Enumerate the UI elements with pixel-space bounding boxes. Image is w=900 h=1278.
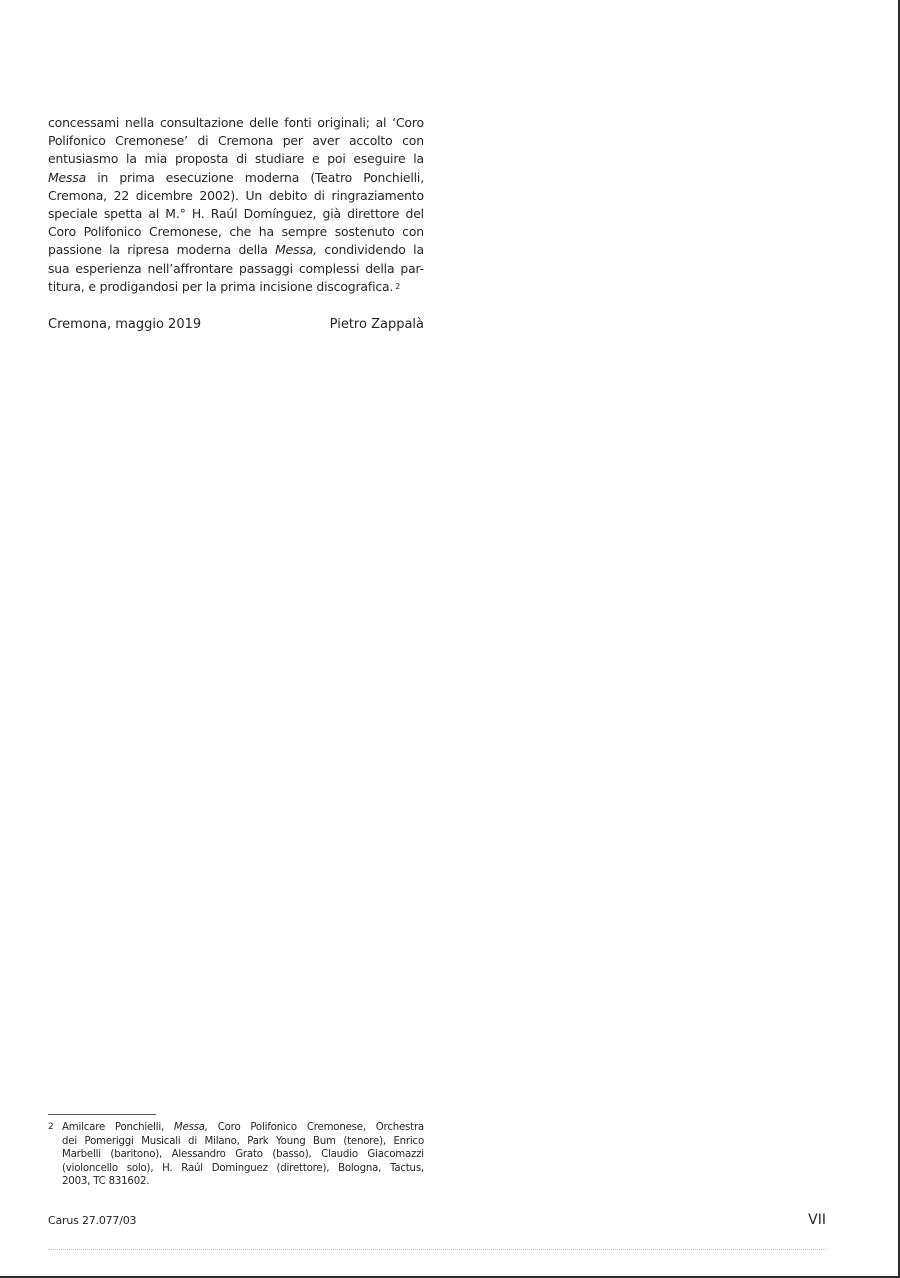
footnote-line: (violoncello solo), H. Raúl Dominguez (direttore), Bologna, Tactus, (62, 1162, 424, 1174)
body-line: Polifonico Cremonese’ di Cremona per aver accolto con (48, 133, 424, 149)
footer-dotted-rule (48, 1249, 826, 1250)
signature-line (48, 316, 424, 334)
footnote-separator (48, 1114, 156, 1115)
body-paragraph (48, 114, 424, 296)
page-number: VII (808, 1212, 826, 1228)
footnote-line: Marbelli (baritono), Alessandro Grato (basso), Claudio Giacomazzi (62, 1149, 424, 1161)
author-name: Pietro Zappalà (329, 317, 424, 332)
place-date: Cremona, maggio 2019 (48, 317, 202, 332)
catalog-number: Carus 27.077/03 (48, 1214, 137, 1227)
body-line: speciale spetta al M.° H. Raúl Domínguez, già direttore del (48, 206, 424, 222)
footnote-line: dei Pomeriggi Musicali di Milano, Park Young Bum (tenore), Enrico (62, 1135, 424, 1147)
body-line: entusiasmo la mia proposta di studiare e poi eseguire la (48, 151, 424, 167)
body-line: Messa in prima esecuzione moderna (Teatro Ponchielli, (48, 169, 424, 185)
body-line: Coro Polifonico Cremonese, che ha sempre sostenuto con (48, 224, 424, 240)
footnote-marker: 2 (48, 1122, 54, 1132)
footnote-line: Amilcare Ponchielli, Messa, Coro Polifonico Cremonese, Orchestra (62, 1122, 424, 1133)
body-line: concessami nella consultazione delle fonti originali; al ‘Coro (48, 115, 424, 130)
body-line: passione la ripresa moderna della Messa, condividendo la (48, 242, 424, 258)
body-line: Cremona, 22 dicembre 2002). Un debito di ringraziamento (48, 187, 424, 203)
footnote-reference[interactable]: 2 (395, 281, 401, 291)
body-line-last: titura, e prodigandosi per la prima incisione discografica. 2 (48, 278, 424, 296)
page-footer (48, 1212, 826, 1228)
footnote (48, 1121, 424, 1189)
footnote-text (62, 1121, 424, 1189)
body-line: sua esperienza nell’affrontare passaggi complessi della par- (48, 260, 424, 276)
footnote-line-last: 2003, TC 831602. (62, 1176, 150, 1188)
